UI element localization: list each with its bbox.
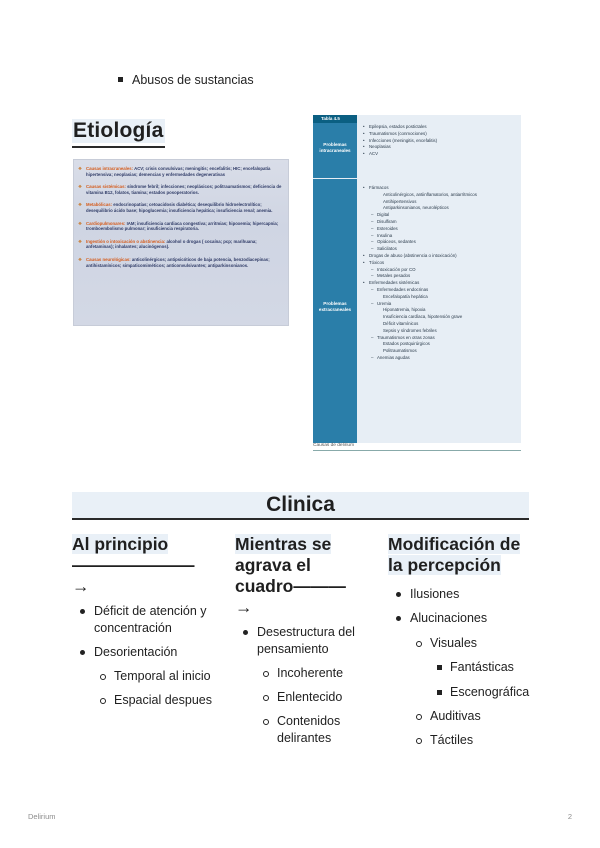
slide-bullet-label: Ingestión o intoxicación o abstinencia:: [86, 238, 166, 244]
table-row: – Esteroides: [363, 226, 519, 233]
slide-bullet: [78, 257, 284, 268]
table-row: Sepsis y síndromes febriles: [383, 327, 437, 333]
slide-bullet-label: Causas neurológicas:: [86, 256, 131, 262]
slide-bullet: [78, 239, 284, 250]
arrow-right-icon: →: [235, 597, 253, 617]
table-group2-list: [363, 185, 519, 362]
list-item: [118, 73, 254, 87]
table-row: • Drogas de abuso (abstinencia o intoxicación): [363, 253, 519, 260]
table-left-column: [313, 123, 357, 443]
table-row: • Traumatismos (conmociones): [363, 131, 519, 138]
section-heading-etiologia: Etiología: [73, 119, 164, 142]
table-row: • Tóxicos: [363, 260, 519, 267]
table-row: Hiponatremia, hipoxia: [383, 307, 426, 313]
table-row: Estados postquirúrgicos: [383, 341, 430, 347]
table-row: – Anemias agudas: [363, 355, 519, 362]
slide-bullet-label: Cardiopulmonares:: [86, 220, 126, 226]
list-item: Alucinaciones: [388, 610, 533, 627]
slide-bullet-text: endocrinopatías; cetoacidosis diabética; desequilibrio hidroelectrolítico; desequilibrio ácido base; hipoglucemia; insuficiencia hepática; insuficiencia renal; anemia.: [86, 202, 273, 213]
table-row: Anticolinérgicos, antiinflamatorios, antiarrítmicos: [383, 191, 477, 197]
section-heading-clinica: Clinica: [266, 493, 335, 516]
list-item: Táctiles: [388, 732, 533, 749]
slide-bullet: [78, 166, 284, 177]
slide-bullet-text: ACV; crisis convulsivas; meningitis; encefalitis; HIC; encefalopatía hipertensiva; neoplasias; demencias y enfermedades degenerativas: [86, 166, 271, 177]
table-row: Insuficiencia cardíaca, hipotensión grave: [383, 314, 463, 320]
list-item: Fantásticas: [388, 659, 533, 676]
list-item: Espacial despues: [72, 692, 232, 709]
etiology-slide-image: [73, 159, 289, 326]
table-row: • ACV: [363, 151, 519, 158]
list-item: Desorientación: [72, 644, 232, 661]
table-group1-list: [363, 124, 519, 158]
list-item: Ilusiones: [388, 586, 533, 603]
slide-bullet-text: síndrome febril; infecciones; neoplásicos; politraumatismos; deficiencia de vitamina B12, folatos, tiamina; estados posoperatorios.: [86, 184, 282, 195]
table-group-label: Problemas intracraneales: [319, 142, 351, 153]
table-caption: Causas de delirium: [313, 443, 355, 448]
column-list: [388, 586, 533, 749]
causes-table-image: [313, 115, 521, 443]
square-bullet-icon: [118, 77, 123, 82]
table-header-strip: [357, 115, 521, 123]
table-row: – Metales pesados: [363, 273, 519, 280]
column-mientras-se-agrava: [235, 534, 385, 754]
page-number: 2: [567, 812, 572, 821]
table-row: – Traumatismos en otras zonas: [363, 335, 519, 342]
list-item: Contenidos delirantes: [235, 713, 385, 747]
table-row: • Neoplasias: [363, 144, 519, 151]
table-row: – Insulina: [363, 233, 519, 240]
list-item: Déficit de atención y concentración: [72, 603, 232, 637]
list-item: Temporal al inicio: [72, 668, 232, 685]
table-row: • Infecciones (meningitis, encefalitis): [363, 138, 519, 145]
heading-underline: [72, 146, 165, 148]
table-row: – Opiáceos, sedantes: [363, 239, 519, 246]
column-heading: Mientras se agrava el cuadro——— →: [235, 534, 346, 617]
table-row: – Digital: [363, 212, 519, 219]
arrow-right-icon: →: [72, 576, 90, 596]
table-row: • Epilepsia, estados postictales: [363, 124, 519, 131]
table-row: – Enfermedades endocrinas: [363, 287, 519, 294]
slide-bullet-label: Causas intracraneales:: [86, 166, 134, 171]
table-row: Antihipertensivos: [383, 198, 417, 204]
table-row: Antiparkinsonianos, neurolépticos: [383, 205, 449, 211]
table-group-label: Problemas extracraneales: [318, 301, 352, 312]
table-row: Déficit vitamínicos: [383, 320, 419, 326]
list-item: Auditivas: [388, 708, 533, 725]
column-al-principio: [72, 534, 232, 716]
list-item: Desestructura del pensamiento: [235, 624, 385, 658]
table-row: – Intoxicación por CO: [363, 267, 519, 274]
list-item: Enlentecido: [235, 689, 385, 706]
slide-bullet: [78, 184, 284, 195]
table-row: • Fármacos: [363, 185, 519, 192]
table-header: Tabla 4.5: [313, 115, 357, 123]
list-item: Incoherente: [235, 665, 385, 682]
table-row: – Salicilatos: [363, 246, 519, 253]
list-item: Escenográfica: [388, 684, 533, 701]
list-item-text: Abusos de sustancias: [132, 73, 254, 87]
table-divider: [313, 178, 357, 179]
slide-bullet-text: anticolinérgicos; antipsicóticos de baja potencia, benzodiacepinas; antihistamínicos; simpaticomiméticos; anticonvulsivantes; antiparkinsonianos.: [86, 256, 270, 268]
column-list: [235, 624, 385, 747]
footer-title: Delirium: [28, 812, 56, 821]
column-list: [72, 603, 232, 709]
table-row: – Uremia: [363, 301, 519, 308]
slide-bullet-text: alcohol o drogas ( cocaína; pcp; marihuana; anfetaminas); inhalantes; alucinógenos).: [86, 238, 257, 250]
slide-bullet-text: IAM; insuficiencia cardiaca congestiva; arritmias; hipoxemia; hipercapnia; tromboembolismo pulmonar; insuficiencia respiratoria.: [86, 220, 279, 232]
table-row: Encefalopatía hepática: [383, 293, 428, 299]
heading-underline: [72, 518, 529, 520]
column-heading: Al principio ——————— →: [72, 534, 195, 596]
caption-divider: [313, 450, 521, 451]
slide-bullet: [78, 221, 284, 232]
table-row: Politraumatismos: [383, 348, 417, 354]
table-row: – Disulfiram: [363, 219, 519, 226]
slide-bullet: [78, 202, 284, 213]
slide-bullet-label: Causas sistémicas:: [86, 184, 126, 190]
column-modificacion-percepcion: [388, 534, 533, 757]
table-row: • Enfermedades sistémicas: [363, 280, 519, 287]
slide-bullet-label: Metabólicas:: [86, 202, 113, 208]
column-heading: Modificación de la percepción: [388, 534, 521, 575]
list-item: Visuales: [388, 635, 533, 652]
